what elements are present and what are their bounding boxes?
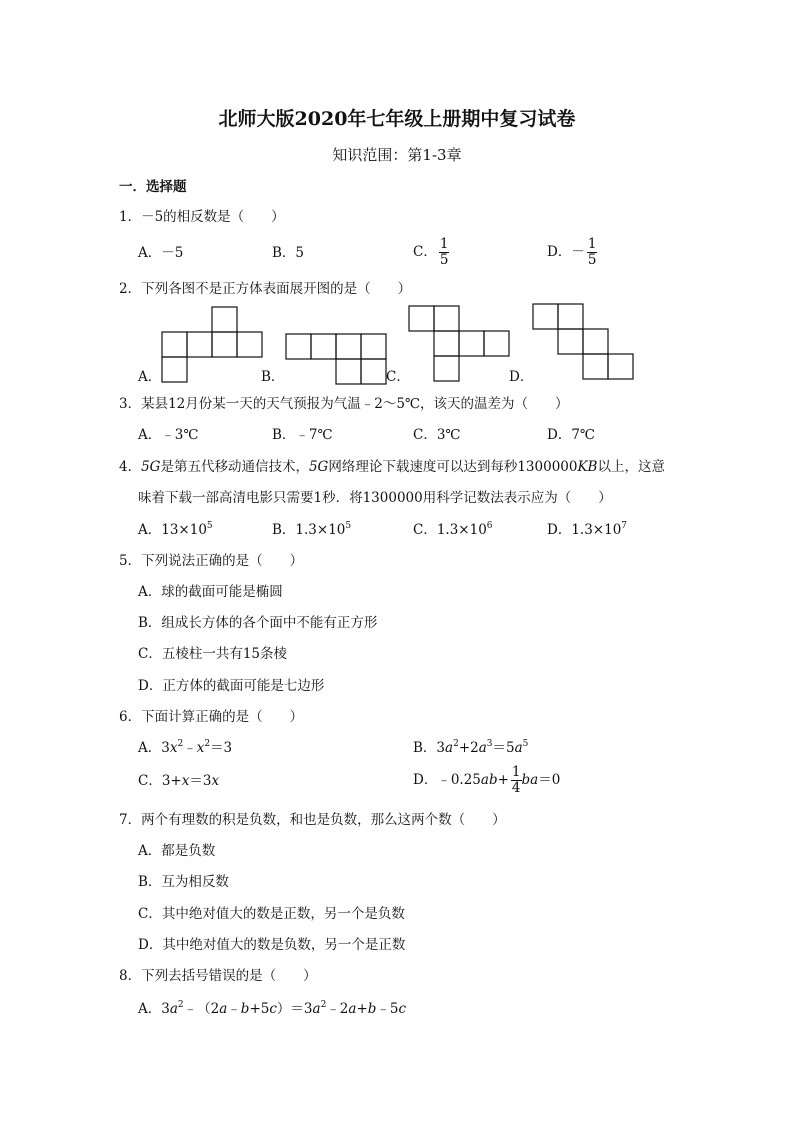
q8-stem: 8．下列去括号错误的是（ ） (119, 968, 317, 984)
q2-option-d: D． (509, 369, 534, 385)
q1-option-d-fraction (587, 237, 598, 268)
q8-a-label: A．3 (138, 1001, 170, 1017)
q4-d-exp: 7 (621, 521, 628, 531)
q7-option-b: B．互为相反数 (138, 874, 229, 890)
q2-net-c (407, 305, 517, 385)
q4-a-base: A．13×10 (138, 522, 207, 538)
q8-a-exp2: 2 (320, 1000, 327, 1010)
q4-option-d (547, 521, 627, 539)
q3-option-d: D．7℃ (547, 427, 596, 443)
q6-stem: 6．下面计算正确的是（ ） (119, 709, 304, 725)
q6-d-label: D．﹣0.25 (413, 772, 481, 788)
q6-a-exp1: 2 (177, 739, 184, 749)
q6-b-exp2: 3 (486, 739, 493, 749)
q4-c-exp: 6 (486, 521, 493, 531)
q6-d-plus: + (497, 772, 509, 788)
q8-a-part2: ﹣ (227, 1001, 241, 1017)
q7-option-d: D．其中绝对值大的数是负数，另一个是正数 (138, 937, 406, 953)
q1-d-denominator: 5 (587, 252, 597, 268)
q1-stem: 1．－5的相反数是（ ） (119, 209, 285, 225)
q6-option-c (138, 772, 219, 790)
q6-b-var3: a (514, 740, 523, 756)
q8-a-exp: 2 (177, 1000, 184, 1010)
q7-stem: 7．两个有理数的积是负数，和也是负数，那么这两个数（ ） (119, 812, 506, 828)
q4-option-a (138, 521, 213, 539)
q2-option-c: C． (386, 369, 410, 385)
q6-b-exp1: 2 (453, 739, 459, 749)
q3-option-b: B．﹣7℃ (272, 427, 333, 443)
q4-text-c: 以上，这意 (597, 459, 665, 475)
q4-number: 4． (119, 459, 142, 475)
q8-a-var-b2: b (367, 1001, 377, 1017)
q6-c-label: C．3+ (138, 773, 182, 789)
q6-d-fraction (511, 765, 522, 796)
q6-a-var1: x (169, 740, 178, 756)
q2-net-d (531, 303, 641, 385)
q6-b-exp3: 5 (522, 739, 529, 749)
q4-a-exp: 5 (206, 521, 213, 531)
q6-d-result: ＝0 (538, 772, 561, 788)
q1-c-numerator: 1 (439, 236, 449, 252)
q6-c-var1: x (181, 773, 190, 789)
q4-b-exp: 5 (345, 521, 352, 531)
q6-c-var2: x (211, 773, 220, 789)
q1-c-denominator: 5 (439, 252, 449, 268)
q6-c-eq: ＝3 (189, 773, 212, 789)
q6-d-numerator: 1 (511, 764, 521, 780)
q8-a-var-a2: a (219, 1001, 228, 1017)
q8-a-part6: + (356, 1001, 368, 1017)
q8-option-a (138, 1000, 406, 1018)
q8-a-part1: ﹣（2 (183, 1001, 220, 1017)
q1-option-a: A．－5 (138, 245, 184, 261)
q6-b-op: +2 (458, 740, 479, 756)
q8-a-part7: ﹣5 (376, 1001, 399, 1017)
q3-option-a: A．﹣3℃ (138, 427, 199, 443)
q1-option-c (413, 234, 449, 270)
q6-d-ab: ab (480, 772, 498, 788)
q4-d-base: D．1.3×10 (547, 522, 622, 538)
q6-b-label: B．3 (413, 740, 446, 756)
q8-a-var-a4: a (348, 1001, 357, 1017)
q6-option-d (413, 762, 560, 798)
q1-option-c-label: C． (413, 244, 437, 260)
q6-b-var1: a (445, 740, 454, 756)
q4-text-b: 网络理论下载速度可以达到每秒1300000 (328, 459, 578, 475)
q8-a-part4: ）＝3 (276, 1001, 313, 1017)
q6-d-denominator: 4 (511, 780, 521, 796)
q5-stem: 5．下列说法正确的是（ ） (119, 553, 304, 569)
q7-option-c: C．其中绝对值大的数是正数，另一个是负数 (138, 906, 405, 922)
q4-5g-b: 5G (308, 459, 329, 475)
q2-net-a (160, 306, 270, 384)
q8-a-var-a: a (169, 1001, 178, 1017)
q6-b-var2: a (478, 740, 487, 756)
q4-option-c (413, 521, 493, 539)
q6-a-label: A．3 (138, 740, 170, 756)
q4-text-a: 是第五代移动通信技术， (160, 459, 309, 475)
q1-d-numerator: 1 (587, 236, 597, 252)
q6-a-exp2: 2 (204, 739, 211, 749)
q5-option-a: A．球的截面可能是椭圆 (138, 584, 283, 600)
q1-option-d (547, 234, 597, 270)
q6-d-ba: ba (521, 772, 539, 788)
q6-a-op: ﹣ (183, 740, 197, 756)
page-subtitle: 知识范围：第1-3章 (332, 146, 462, 164)
q5-option-c: C．五棱柱一共有15条棱 (138, 646, 288, 662)
q6-a-result: ＝3 (210, 740, 233, 756)
q1-option-b: B．5 (272, 245, 305, 261)
q3-stem: 3．某县12月份某一天的天气预报为气温﹣2～5℃，该天的温差为（ ） (119, 396, 569, 412)
q8-a-var-c: c (269, 1001, 277, 1017)
q7-option-a: A．都是负数 (138, 843, 216, 859)
q1-option-d-label: D．－ (547, 244, 585, 260)
q2-net-b (284, 331, 394, 385)
section-heading: 一．选择题 (119, 179, 187, 195)
q2-option-b: B． (261, 369, 285, 385)
page-title: 北师大版2020年七年级上册期中复习试卷 (218, 108, 576, 130)
q4-stem-line2: 味着下载一部高清电影只需要1秒．将1300000用科学记数法表示应为（ ） (138, 490, 612, 506)
q8-a-var-a3: a (312, 1001, 321, 1017)
q4-b-base: B．1.3×10 (272, 522, 346, 538)
q6-option-b (413, 739, 528, 757)
q6-a-var2: x (196, 740, 205, 756)
q4-stem-line1 (119, 458, 665, 476)
q4-kb: KB (577, 459, 598, 475)
q4-option-b (272, 521, 351, 539)
q5-option-b: B．组成长方体的各个面中不能有正方形 (138, 615, 378, 631)
q1-option-c-fraction (439, 237, 450, 268)
q5-option-d: D．正方体的截面可能是七边形 (138, 678, 325, 694)
q8-a-var-c2: c (398, 1001, 407, 1017)
q2-option-a: A． (138, 369, 162, 385)
q4-5g-a: 5G (141, 459, 161, 475)
q6-b-eq: ＝5 (492, 740, 515, 756)
q8-a-part3: +5 (249, 1001, 270, 1017)
q6-option-a (138, 739, 232, 757)
q8-a-var-b: b (240, 1001, 250, 1017)
q4-c-base: C．1.3×10 (413, 522, 487, 538)
q8-a-part5: ﹣2 (326, 1001, 349, 1017)
q3-option-c: C．3℃ (413, 427, 461, 443)
q2-stem: 2．下列各图不是正方体表面展开图的是（ ） (119, 281, 412, 297)
